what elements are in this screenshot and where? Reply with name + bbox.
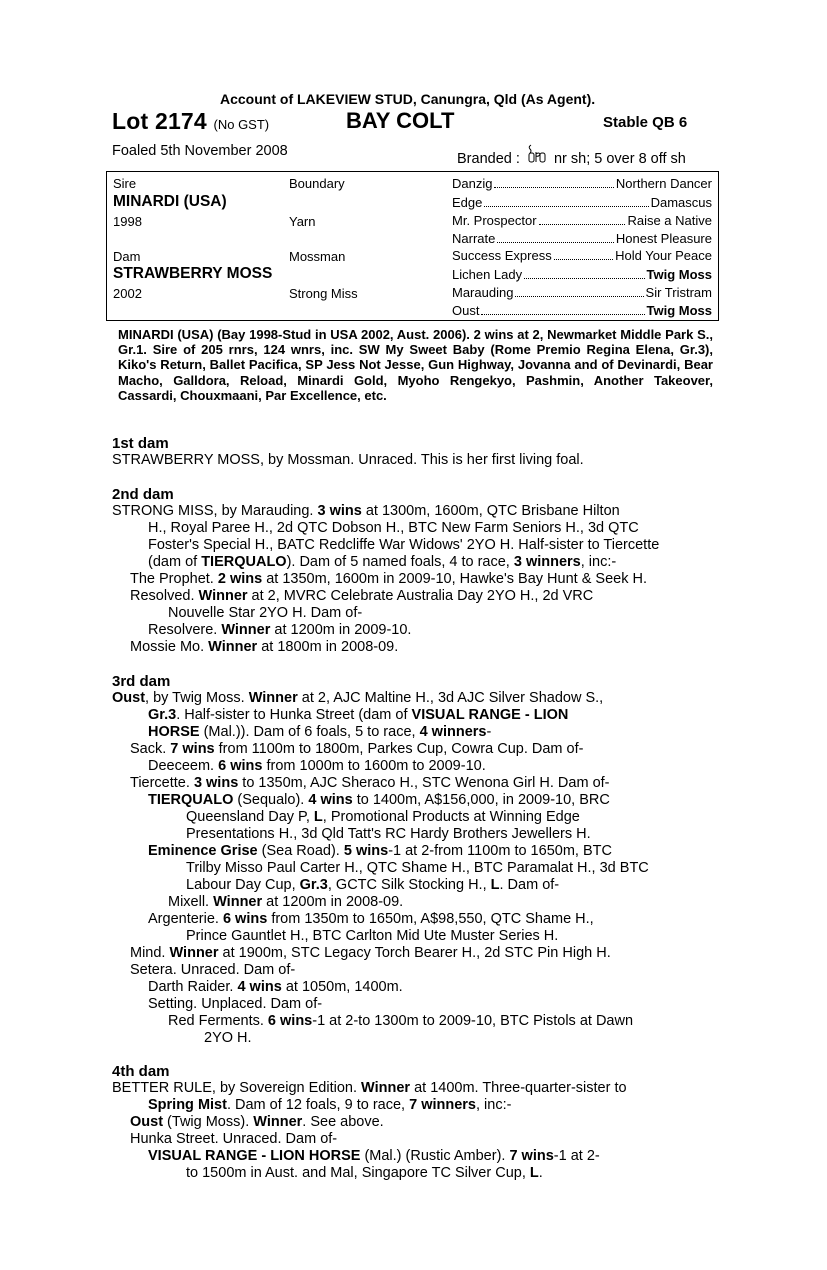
sire-name: MINARDI (USA)	[113, 193, 227, 210]
grandparent-row: Marauding Sir Tristram	[452, 285, 712, 300]
grandparent-row: Oust Twig Moss	[452, 303, 712, 318]
text-line: STRONG MISS, by Marauding. 3 wins at 1300m, 1600m, QTC Brisbane Hilton	[112, 503, 620, 519]
grandparent-row: Success Express Hold Your Peace	[452, 248, 712, 263]
fourth-dam-section	[112, 1063, 715, 1182]
lot-label: Lot 2174	[112, 108, 207, 134]
text-line: Resolved. Winner at 2, MVRC Celebrate Australia Day 2YO H., 2d VRC	[130, 588, 594, 604]
grandparent-row: Mr. Prospector Raise a Native	[452, 213, 712, 228]
text-line: 2YO H.	[204, 1030, 252, 1046]
text-line: Tiercette. 3 wins to 1350m, AJC Sheraco H., STC Wenona Girl H. Dam of-	[130, 775, 610, 791]
foaled-date: Foaled 5th November 2008	[112, 143, 288, 159]
second-dam-section	[112, 486, 715, 656]
lot-number	[112, 108, 269, 135]
grandparent-row: Narrate Honest Pleasure	[452, 231, 712, 246]
text-line: Mind. Winner at 1900m, STC Legacy Torch Bearer H., 2d STC Pin High H.	[130, 945, 611, 961]
text-line: Deeceem. 6 wins from 1000m to 1600m to 2009-10.	[148, 758, 486, 774]
text-line: The Prophet. 2 wins at 1350m, 1600m in 2009-10, Hawke's Bay Hunt & Seek H.	[130, 571, 647, 587]
text-line: Gr.3. Half-sister to Hunka Street (dam of VISUAL RANGE - LION	[148, 707, 569, 723]
dam-year: 2002	[113, 286, 142, 301]
sire-label: Sire	[113, 176, 137, 191]
sire-dam: Yarn	[289, 214, 316, 229]
sire-year: 1998	[113, 214, 142, 229]
section-heading: 3rd dam	[112, 673, 171, 690]
text-line: Hunka Street. Unraced. Dam of-	[130, 1131, 338, 1147]
text-line: VISUAL RANGE - LION HORSE (Mal.) (Rustic Amber). 7 wins-1 at 2-	[148, 1148, 600, 1164]
first-dam-section	[112, 435, 715, 469]
text-line: Resolvere. Winner at 1200m in 2009-10.	[148, 622, 412, 638]
grandparent-row: Danzig Northern Dancer	[452, 176, 712, 191]
text-line: BETTER RULE, by Sovereign Edition. Winner at 1400m. Three-quarter-sister to	[112, 1080, 627, 1096]
text-line: Presentations H., 3d Qld Tatt's RC Hardy Brothers Jewellers H.	[186, 826, 591, 842]
text-line: Foster's Special H., BATC Redcliffe War Widows' 2YO H. Half-sister to Tiercette	[148, 537, 660, 553]
text-line: H., Royal Paree H., 2d QTC Dobson H., BTC New Farm Seniors H., 3d QTC	[148, 520, 639, 536]
stable-number: Stable QB 6	[603, 114, 688, 131]
section-heading: 1st dam	[112, 435, 169, 452]
text-line: Spring Mist. Dam of 12 foals, 9 to race, 7 winners, inc:-	[148, 1097, 512, 1113]
text-line: Oust, by Twig Moss. Winner at 2, AJC Maltine H., 3d AJC Silver Shadow S.,	[112, 690, 604, 706]
text-line: Darth Raider. 4 wins at 1050m, 1400m.	[148, 979, 403, 995]
text-line: Setting. Unplaced. Dam of-	[148, 996, 323, 1012]
section-heading: 2nd dam	[112, 486, 174, 503]
text-line: HORSE (Mal.)). Dam of 6 foals, 5 to race, 4 winners-	[148, 724, 492, 740]
dam-sire: Mossman	[289, 249, 346, 264]
text-line: to 1500m in Aust. and Mal, Singapore TC Silver Cup, L.	[186, 1165, 543, 1181]
text-line: Red Ferments. 6 wins-1 at 2-to 1300m to 2009-10, BTC Pistols at Dawn	[168, 1013, 634, 1029]
horse-description: BAY COLT	[346, 108, 455, 133]
third-dam-section	[112, 673, 715, 1047]
dam-name: STRAWBERRY MOSS	[113, 265, 273, 282]
grandparent-row: Edge Damascus	[452, 195, 712, 210]
brand-mark-icon	[526, 143, 548, 165]
text-line: Mixell. Winner at 1200m in 2008-09.	[168, 894, 404, 910]
text-line: Setera. Unraced. Dam of-	[130, 962, 296, 978]
text-line: Trilby Misso Paul Carter H., QTC Shame H., BTC Paramalat H., 3d BTC	[186, 860, 649, 876]
section-heading: 4th dam	[112, 1063, 170, 1080]
branded-label: Branded :	[457, 151, 520, 167]
text-line: Queensland Day P, L, Promotional Products at Winning Edge	[186, 809, 580, 825]
text-line: Eminence Grise (Sea Road). 5 wins-1 at 2-from 1100m to 1650m, BTC	[148, 843, 612, 859]
dam-label: Dam	[113, 249, 141, 264]
text-line: Prince Gauntlet H., BTC Carlton Mid Ute Muster Series H.	[186, 928, 559, 944]
first-dam-text: STRAWBERRY MOSS, by Mossman. Unraced. This is her first living foal.	[112, 452, 584, 468]
text-line: TIERQUALO (Sequalo). 4 wins to 1400m, A$156,000, in 2009-10, BRC	[148, 792, 610, 808]
text-line: Sack. 7 wins from 1100m to 1800m, Parkes Cup, Cowra Cup. Dam of-	[130, 741, 584, 757]
pedigree-table	[106, 171, 719, 321]
vendor-account: Account of LAKEVIEW STUD, Canungra, Qld (As Agent).	[220, 91, 596, 107]
grandparent-row: Lichen Lady Twig Moss	[452, 267, 712, 282]
text-line: Argenterie. 6 wins from 1350m to 1650m, A$98,550, QTC Shame H.,	[148, 911, 594, 927]
brand-description: nr sh; 5 over 8 off sh	[553, 151, 686, 167]
text-line: Nouvelle Star 2YO H. Dam of-	[168, 605, 363, 621]
gst-note: (No GST)	[213, 117, 270, 132]
brand-info	[457, 143, 686, 167]
dam-dam: Strong Miss	[289, 286, 358, 301]
text-line: Labour Day Cup, Gr.3, GCTC Silk Stocking H., L. Dam of-	[186, 877, 560, 893]
sire-sire: Boundary	[289, 176, 345, 191]
text-line: (dam of TIERQUALO). Dam of 5 named foals, 4 to race, 3 winners, inc:-	[148, 554, 617, 570]
text-line: Oust (Twig Moss). Winner. See above.	[130, 1114, 384, 1130]
sire-summary: MINARDI (USA) (Bay 1998-Stud in USA 2002, Aust. 2006). 2 wins at 2, Newmarket Middle Park S., Gr.1. Sire of 205 rnrs, 124 wnrs, inc. SW My Sweet Baby (Rome Premio Regina Elena, Gr.3), Kiko's Return, Ballet Pacifica, SP Jess Not Jesse, Gun Highway, Jovanna and of Devinardi, Bear Macho, Galldora, Reload, Minardi Gold, Myoho Rengekyo, Pashmin, Another Takeover, Cassardi, Chouxmaani, Par Excellence, etc.	[118, 327, 713, 403]
text-line: Mossie Mo. Winner at 1800m in 2008-09.	[130, 639, 399, 655]
